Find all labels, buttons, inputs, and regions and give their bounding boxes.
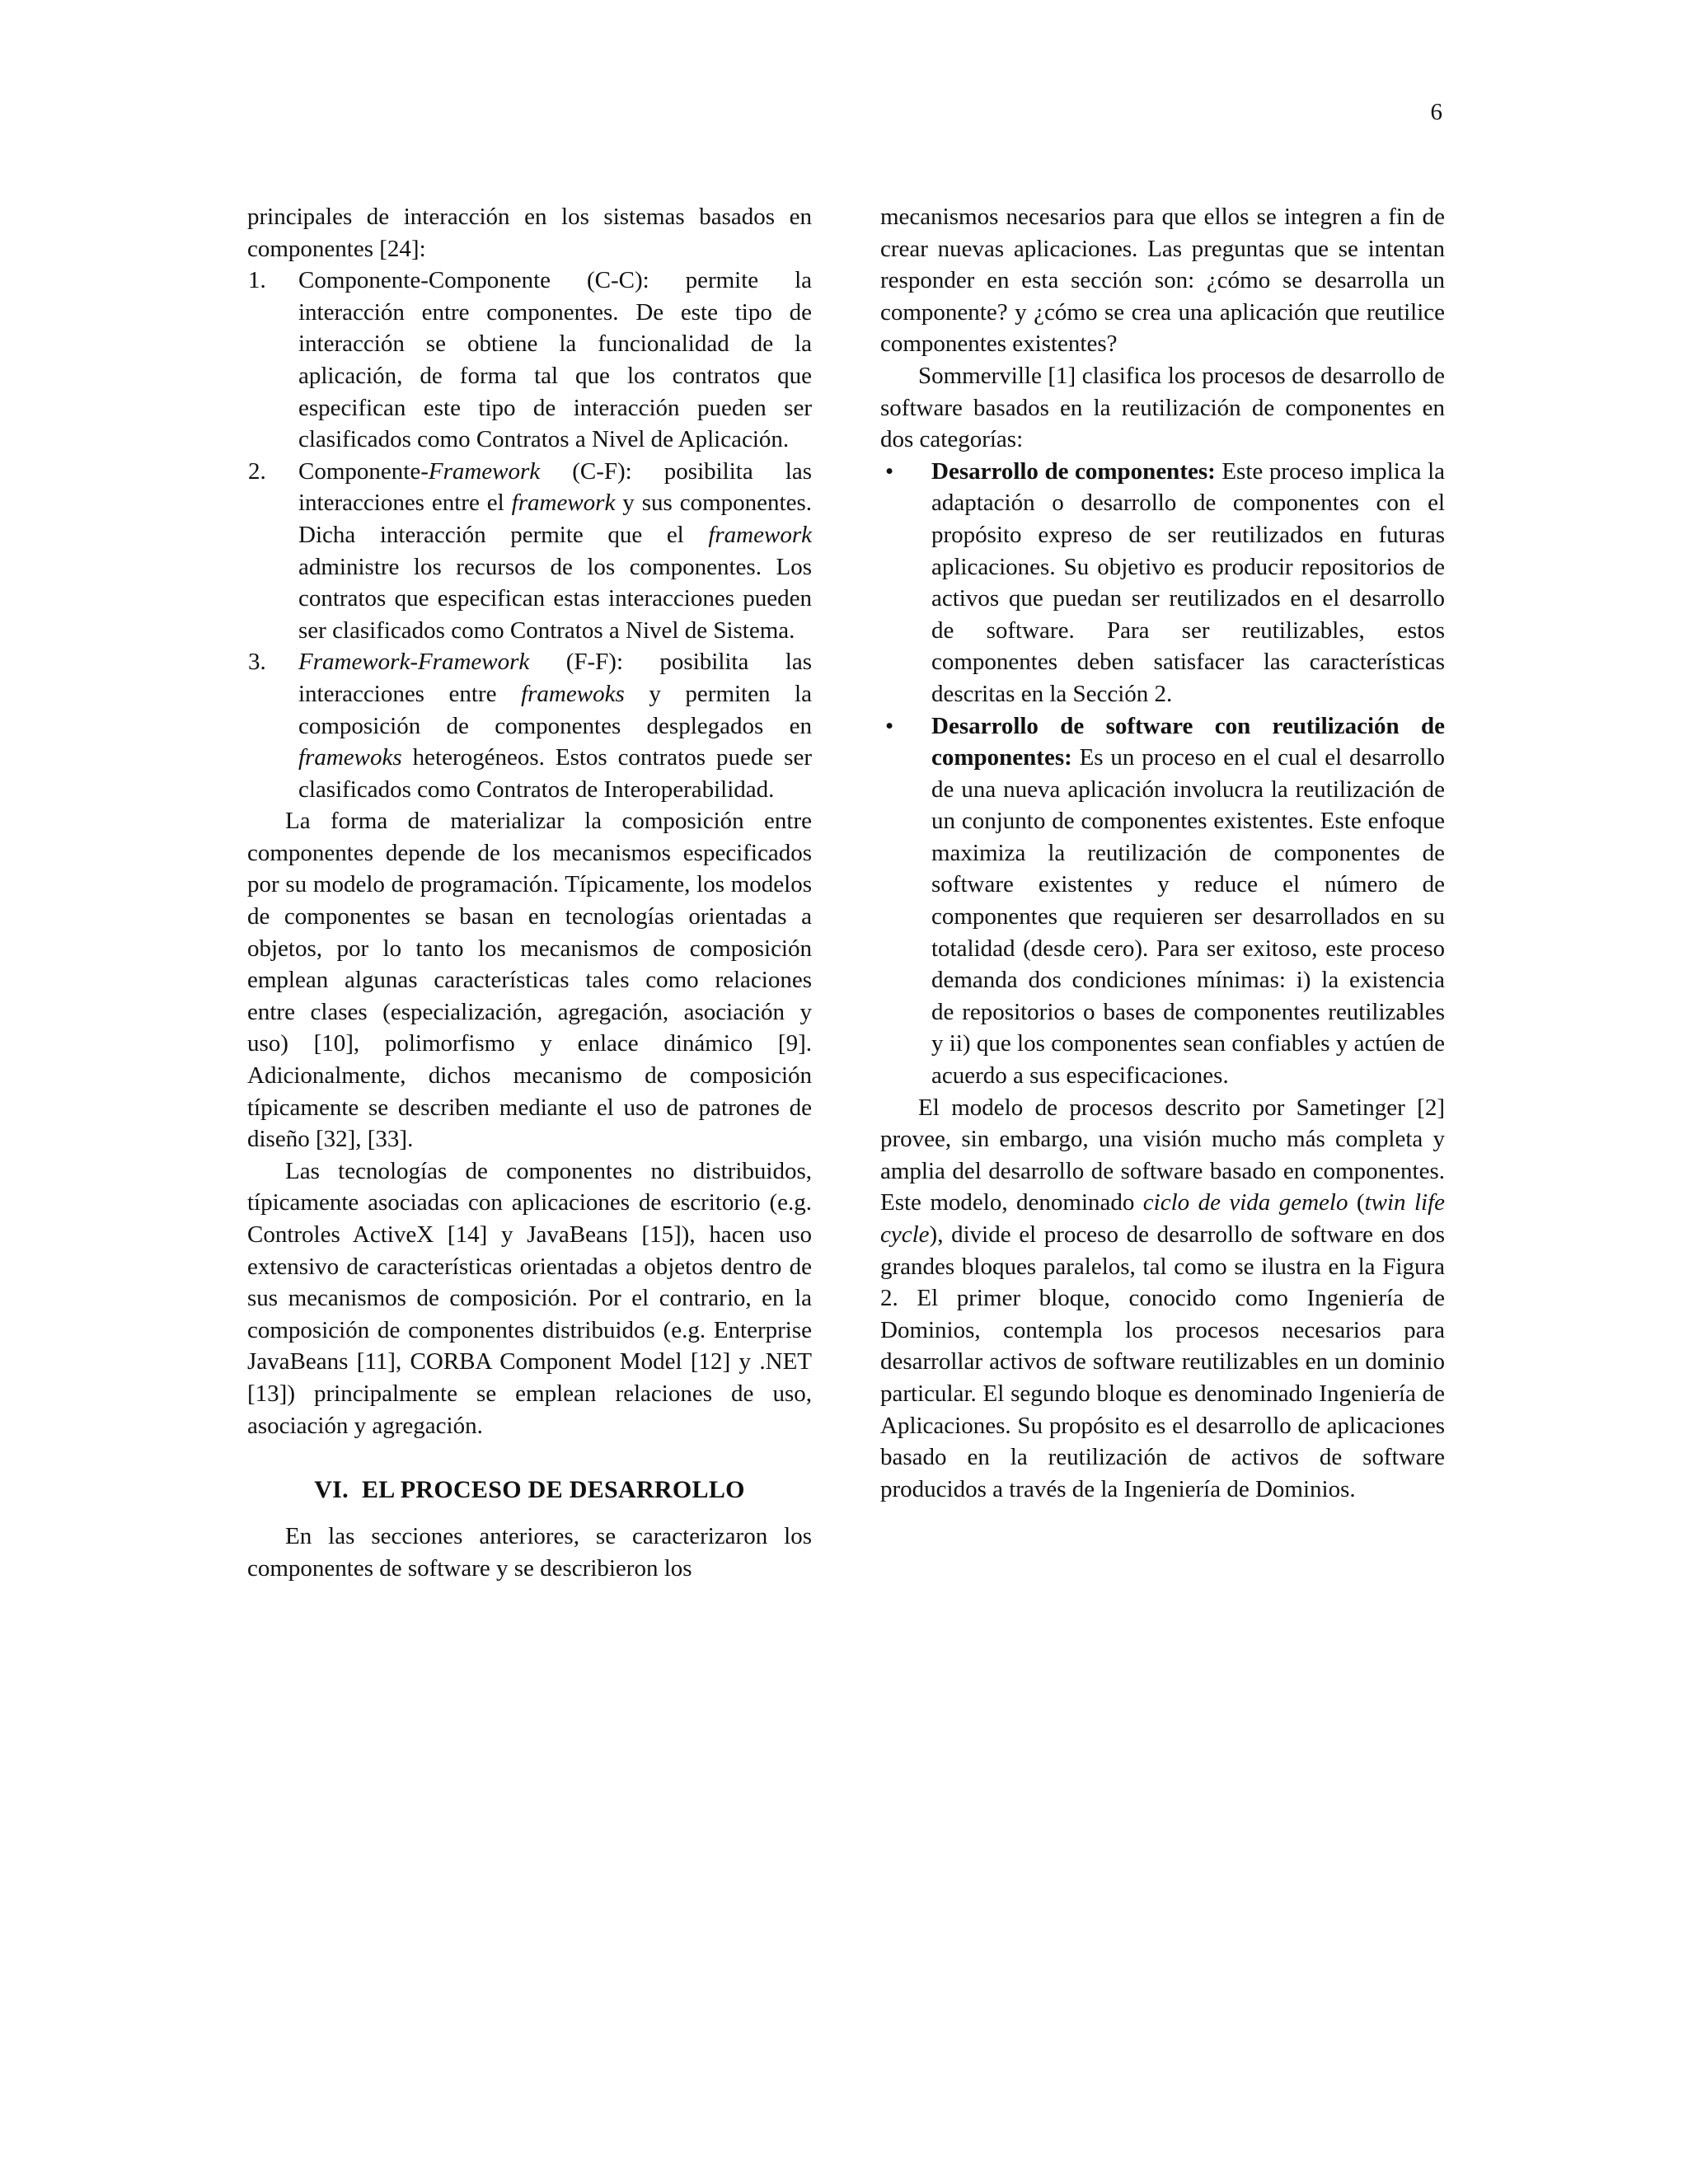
interaction-list	[247, 265, 812, 805]
list-text: (F-F): posibilita las interacciones entre	[298, 649, 812, 707]
bullet-text: Es un proceso en el cual el desarrollo de una nueva aplicación involucra la reutilización de un conjunto de componentes existentes. Este enfoque maximiza la reutilización de componentes de software existentes y reduce el número de componentes que requieren ser desarrollados en su totalidad (desde cero). Para ser exitoso, este proceso demanda dos condiciones mínimas: i) la existencia de repositorios o bases de componentes reutilizables y ii) que los componentes sean confiables y actúen de acuerdo a sus especificaciones.	[931, 744, 1445, 1090]
section-heading	[247, 1474, 812, 1506]
section-title: EL PROCESO DE DESARROLLO	[361, 1476, 745, 1504]
model-paragraph	[880, 1092, 1445, 1506]
bullet-title: Desarrollo de software con reutilización de componentes:	[931, 712, 1445, 771]
list-text: administre los recursos de los componentes. Los contratos que especifican estas interacciones pueden ser clasificados como Contratos a Nivel de Sistema.	[298, 553, 812, 644]
bullet-item	[880, 710, 1445, 1092]
technologies-paragraph: Las tecnologías de componentes no distribuidos, típicamente asociadas con aplicaciones de escritorio (e.g. Controles ActiveX [14] y JavaBeans [15]), hacen uso extensivo de características orientadas a objetos dentro de sus mecanismos de composición. Por el contrario, en la composición de componentes distribuidos (e.g. Enterprise JavaBeans [11], CORBA Component Model [12] y .NET [13]) principalmente se emplean relaciones de uso, asociación y agregación.	[247, 1157, 812, 1439]
list-item	[247, 646, 812, 805]
list-term: Componente-	[298, 457, 429, 485]
bullet-icon: •	[885, 712, 894, 739]
right-column	[880, 201, 1445, 1505]
categories-list	[880, 456, 1445, 1092]
bullet-item	[880, 456, 1445, 710]
section-number: VI.	[314, 1476, 349, 1504]
bullet-title: Desarrollo de componentes:	[931, 457, 1216, 485]
model-text: (	[1348, 1189, 1365, 1216]
list-text: (C-F): posibilita las interacciones entre el	[298, 457, 812, 517]
list-term: Componente-Componente	[298, 267, 551, 294]
sections-paragraph: En las secciones anteriores, se caracterizaron los componentes de software y se describieron los	[247, 1523, 812, 1582]
list-term-italic: Framework	[428, 457, 541, 485]
list-italic: framework	[511, 490, 616, 517]
model-italic: twin life cycle	[880, 1189, 1446, 1248]
list-italic: framework	[708, 521, 812, 548]
composition-paragraph: La forma de materializar la composición entre componentes depende de los mecanismos especificados por su modelo de programación. Típicamente, los modelos de componentes se basan en tecnologías orientadas a objetos, por lo tanto los mecanismos de composición emplean algunas características tales como relaciones entre clases (especialización, agregación, asociación y uso) [10], polimorfismo y enlace dinámico [9]. Adicionalmente, dichos mecanismo de composición típicamente se describen mediante el uso de patrones de diseño [32], [33].	[247, 808, 812, 1153]
list-italic: framewoks	[298, 744, 402, 771]
page-number: 6	[1430, 99, 1442, 125]
list-number: 2.	[248, 457, 266, 485]
list-number: 3.	[248, 649, 266, 676]
sommerville-paragraph: Sommerville [1] clasifica los procesos de desarrollo de software basados en la reutilización de componentes en dos categorías:	[880, 362, 1445, 453]
continuation-paragraph: mecanismos necesarios para que ellos se integren a fin de crear nuevas aplicaciones. Las preguntas que se intentan responder en esta sección son: ¿cómo se desarrolla un componente? y ¿cómo se crea una aplicación que reutilice componentes existentes?	[880, 204, 1445, 358]
list-text: heterogéneos. Estos contratos puede ser clasificados como Contratos de Interoperabilidad.	[298, 744, 812, 803]
left-column	[247, 201, 812, 1584]
list-text: (C-C): permite la interacción entre componentes. De este tipo de interacción se obtiene la funcionalidad de la aplicación, de forma tal que los contratos que especifican este tipo de interacción pueden ser clasificados como Contratos a Nivel de Aplicación.	[298, 267, 812, 453]
model-italic: ciclo de vida gemelo	[1142, 1189, 1348, 1216]
model-text: El modelo de procesos descrito por Sametinger [2] provee, sin embargo, una visión mucho más completa y amplia del desarrollo de software basado en componentes. Este modelo, denominado	[880, 1094, 1445, 1216]
list-item	[247, 265, 812, 456]
list-text: y permiten la composición de componentes desplegados en	[298, 680, 812, 739]
list-italic: framewoks	[521, 680, 625, 707]
list-text: y sus componentes. Dicha interacción permite que el	[298, 490, 812, 548]
list-item	[247, 456, 812, 647]
bullet-icon: •	[885, 457, 894, 485]
bullet-text: Este proceso implica la adaptación o desarrollo de componentes con el propósito expreso de ser reutilizados en futuras aplicaciones. Su objetivo es producir repositorios de activos que puedan ser reutilizados en el desarrollo de software. Para ser reutilizables, estos componentes deben satisfacer las características descritas en la Sección 2.	[931, 457, 1445, 707]
model-text: ), divide el proceso de desarrollo de software en dos grandes bloques paralelos, tal como se ilustra en la Figura 2. El primer bloque, conocido como Ingeniería de Dominios, contempla los procesos necesarios para desarrollar activos de software reutilizables en un dominio particular. El segundo bloque es denominado Ingeniería de Aplicaciones. Su propósito es el desarrollo de aplicaciones basado en la reutilización de activos de software producidos a través de la Ingeniería de Dominios.	[880, 1221, 1445, 1502]
list-number: 1.	[248, 267, 266, 294]
intro-paragraph: principales de interacción en los sistemas basados en componentes [24]:	[247, 204, 812, 262]
list-term-italic: Framework-Framework	[298, 649, 530, 676]
